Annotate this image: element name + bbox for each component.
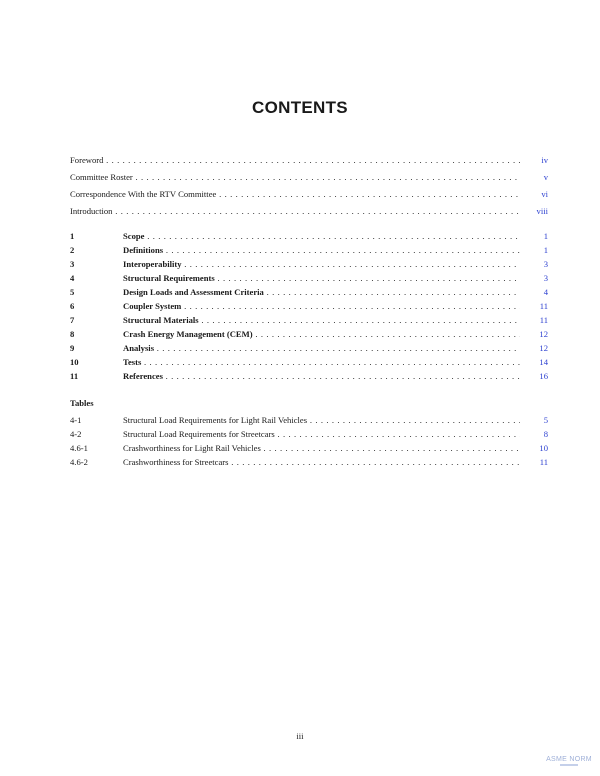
toc-page-link[interactable]: vi	[541, 189, 548, 199]
toc-section-8[interactable]	[70, 328, 548, 340]
section-title: Structural Materials	[123, 315, 199, 325]
toc-entry-introduction[interactable]	[70, 205, 548, 217]
toc-entry-correspondence[interactable]	[70, 188, 548, 200]
toc-page-link[interactable]: 8	[543, 429, 548, 439]
table-title: Structural Load Requirements for Streetcars	[123, 429, 275, 439]
toc-section-2[interactable]	[70, 244, 548, 256]
toc-entry-foreword[interactable]	[70, 154, 548, 166]
section-number: 6	[70, 301, 75, 311]
toc-table-4-6-1[interactable]	[70, 442, 548, 454]
table-title: Crashworthiness for Light Rail Vehicles	[123, 443, 261, 453]
section-title: Definitions	[123, 245, 164, 255]
table-number: 4-2	[70, 429, 82, 439]
toc-page-link[interactable]: 10	[539, 443, 548, 453]
toc-section-5[interactable]	[70, 286, 548, 298]
section-number: 5	[70, 287, 75, 297]
section-number: 3	[70, 259, 75, 269]
toc-page-link[interactable]: 11	[539, 315, 548, 325]
toc-section-9[interactable]	[70, 342, 548, 354]
section-title: Tests	[123, 357, 142, 367]
toc-page-link[interactable]: v	[543, 172, 548, 182]
section-number: 8	[70, 329, 75, 339]
toc-page-link[interactable]: 16	[539, 371, 548, 381]
page-number: iii	[296, 731, 304, 741]
toc-section-10[interactable]	[70, 356, 548, 368]
toc-table-4-6-2[interactable]	[70, 456, 548, 468]
section-number: 4	[70, 273, 75, 283]
section-title: Coupler System	[123, 301, 182, 311]
section-number: 9	[70, 343, 75, 353]
toc-page-link[interactable]: 1	[543, 245, 548, 255]
toc-page-link[interactable]: 3	[543, 259, 548, 269]
toc-page-link[interactable]: viii	[536, 206, 548, 216]
section-number: 2	[70, 245, 75, 255]
section-title: Design Loads and Assessment Criteria	[123, 287, 264, 297]
section-title: Structural Requirements	[123, 273, 215, 283]
toc-page-link[interactable]: 11	[539, 301, 548, 311]
table-title: Structural Load Requirements for Light Rail Vehicles	[123, 415, 308, 425]
toc-table-4-1[interactable]	[70, 414, 548, 426]
tables-heading: Tables	[70, 398, 94, 408]
toc-page-link[interactable]: 1	[543, 231, 548, 241]
table-number: 4.6-1	[70, 443, 88, 453]
toc-section-11[interactable]	[70, 370, 548, 382]
section-title: Analysis	[123, 343, 155, 353]
toc-page-link[interactable]: iv	[541, 155, 548, 165]
section-title: Interoperability	[123, 259, 182, 269]
toc-page-link[interactable]: 11	[539, 457, 548, 467]
section-title: References	[123, 371, 163, 381]
watermark-bar	[560, 764, 578, 766]
table-number: 4.6-2	[70, 457, 88, 467]
toc-entry-label: Correspondence With the RTV Committee	[70, 189, 217, 199]
toc-entry-label: Introduction	[70, 206, 113, 216]
toc-entry-label: Foreword	[70, 155, 104, 165]
toc-page-link[interactable]: 4	[543, 287, 548, 297]
toc-page-link[interactable]: 5	[543, 415, 548, 425]
toc-page-link[interactable]: 12	[539, 343, 548, 353]
toc-table-4-2[interactable]	[70, 428, 548, 440]
toc-entry-committee-roster[interactable]	[70, 171, 548, 183]
section-title: Crash Energy Management (CEM)	[123, 329, 253, 339]
toc-section-7[interactable]	[70, 314, 548, 326]
toc-page-link[interactable]: 3	[543, 273, 548, 283]
section-number: 1	[70, 231, 75, 241]
section-number: 7	[70, 315, 75, 325]
table-title: Crashworthiness for Streetcars	[123, 457, 229, 467]
toc-page-link[interactable]: 14	[539, 357, 548, 367]
page-title: CONTENTS	[252, 98, 348, 117]
watermark-text: ASME NORM	[546, 756, 592, 763]
toc-page-link[interactable]: 12	[539, 329, 548, 339]
section-title: Scope	[123, 231, 145, 241]
section-number: 11	[70, 371, 79, 381]
toc-section-6[interactable]	[70, 300, 548, 312]
watermark-logo	[540, 756, 598, 766]
toc-section-3[interactable]	[70, 258, 548, 270]
section-number: 10	[70, 357, 79, 367]
toc-entry-label: Committee Roster	[70, 172, 133, 182]
table-number: 4-1	[70, 415, 82, 425]
toc-section-1[interactable]	[70, 230, 548, 242]
toc-section-4[interactable]	[70, 272, 548, 284]
